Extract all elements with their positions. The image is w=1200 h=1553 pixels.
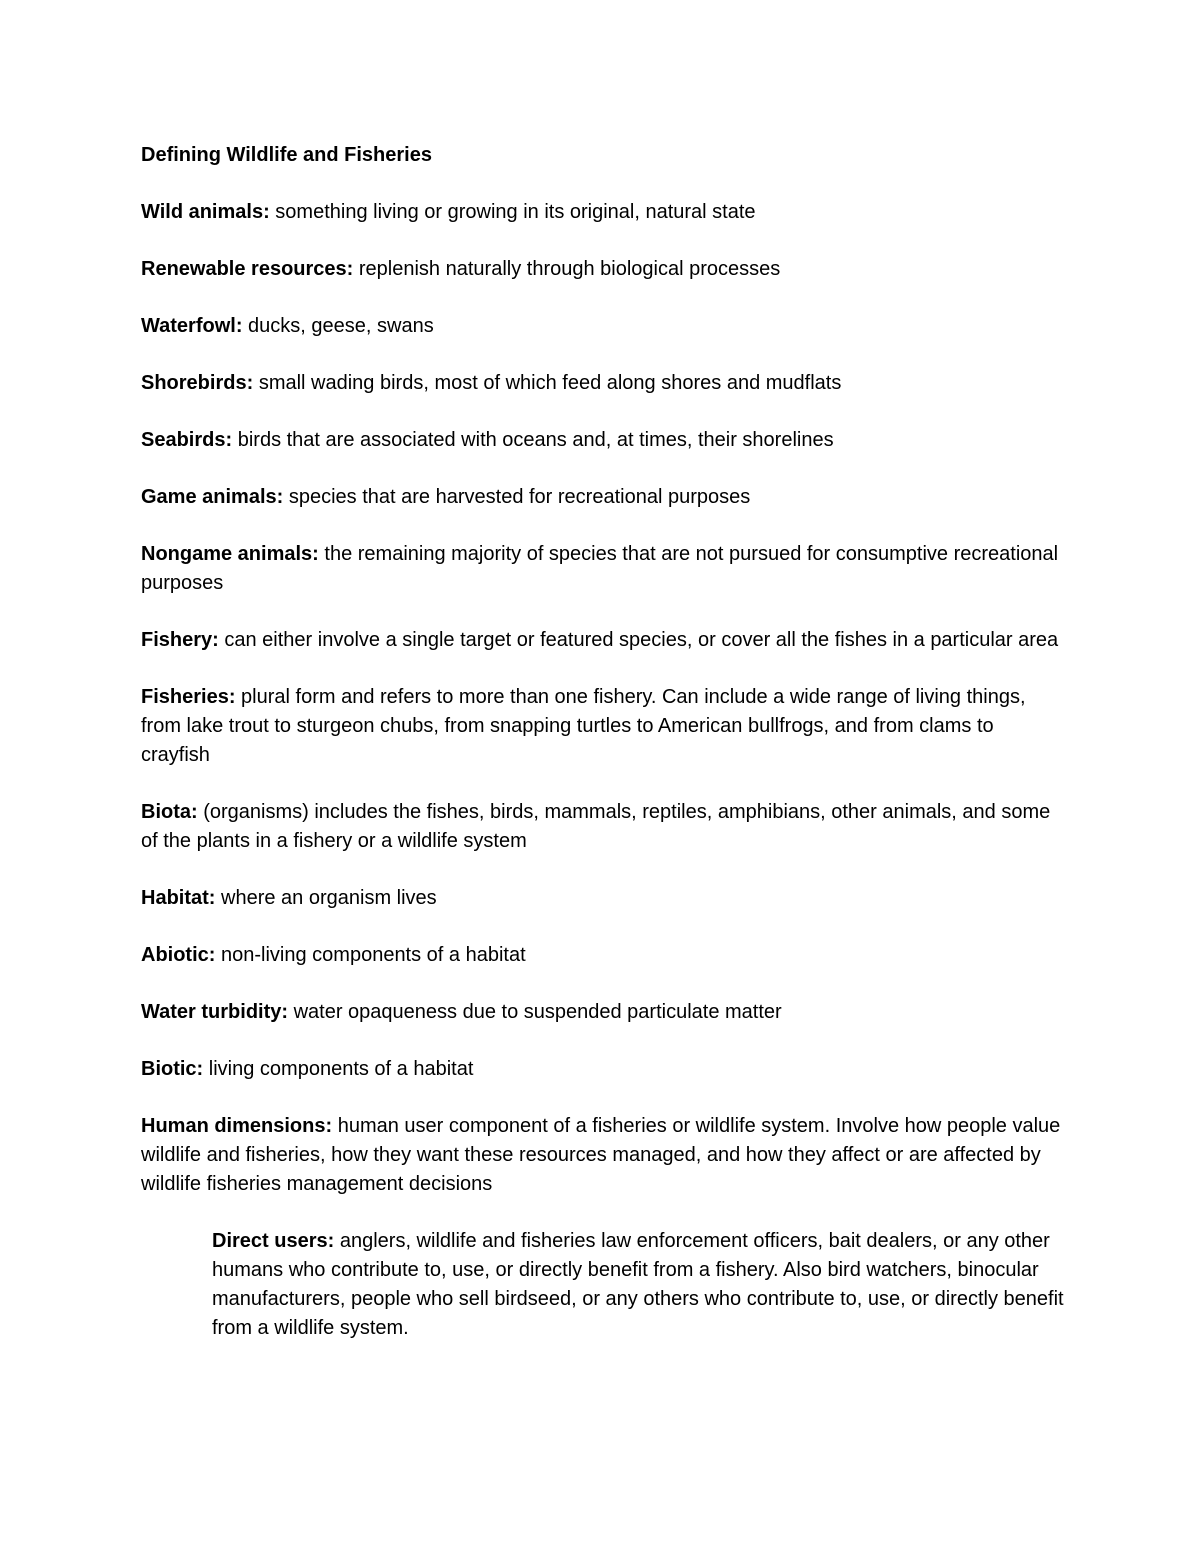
term: Seabirds: bbox=[141, 429, 233, 451]
term: Wild animals: bbox=[141, 201, 270, 223]
definition-text: living components of a habitat bbox=[208, 1058, 474, 1080]
definition-text: birds that are associated with oceans and, at times, their shorelines bbox=[237, 429, 834, 451]
definition-human-dimensions bbox=[141, 1112, 1066, 1199]
definition-text: plural form and refers to more than one fishery. Can include a wide range of living things, from lake trout to sturgeon chubs, from snapping turtles to American bullfrogs, and from clams to crayfish bbox=[141, 686, 1026, 766]
term: Game animals: bbox=[141, 486, 284, 508]
term: Waterfowl: bbox=[141, 315, 243, 337]
definition-renewable-resources bbox=[141, 255, 1066, 284]
definition-text: water opaqueness due to suspended particulate matter bbox=[293, 1001, 782, 1023]
definition-habitat bbox=[141, 884, 1066, 913]
definition-text: (organisms) includes the fishes, birds, mammals, reptiles, amphibians, other animals, and some of the plants in a fishery or a wildlife system bbox=[141, 801, 1051, 852]
definition-text: species that are harvested for recreational purposes bbox=[288, 486, 751, 508]
document-body bbox=[141, 141, 1066, 1371]
definition-biota bbox=[141, 798, 1066, 856]
definition-text: non-living components of a habitat bbox=[221, 944, 526, 966]
definition-text: small wading birds, most of which feed along shores and mudflats bbox=[258, 372, 842, 394]
term: Biota: bbox=[141, 801, 198, 823]
definition-wild-animals bbox=[141, 198, 1066, 227]
term: Habitat: bbox=[141, 887, 216, 909]
term: Direct users: bbox=[212, 1230, 335, 1252]
definition-text: can either involve a single target or featured species, or cover all the fishes in a particular area bbox=[224, 629, 1059, 651]
definition-text: human user component of a fisheries or wildlife system. Involve how people value wildlife and fisheries, how they want these resources managed, and how they affect or are affected by wildlife fisheries management decisions bbox=[141, 1115, 1061, 1195]
term: Water turbidity: bbox=[141, 1001, 289, 1023]
definition-abiotic bbox=[141, 941, 1066, 970]
definition-text: something living or growing in its original, natural state bbox=[275, 201, 756, 223]
definition-direct-users bbox=[212, 1227, 1066, 1343]
term: Human dimensions: bbox=[141, 1115, 333, 1137]
definition-text: ducks, geese, swans bbox=[248, 315, 434, 337]
definition-fisheries bbox=[141, 683, 1066, 770]
term: Shorebirds: bbox=[141, 372, 254, 394]
document-title: Defining Wildlife and Fisheries bbox=[141, 144, 432, 166]
definition-text: the remaining majority of species that are not pursued for consumptive recreational purposes bbox=[141, 543, 1059, 594]
definition-seabirds bbox=[141, 426, 1066, 455]
term: Biotic: bbox=[141, 1058, 204, 1080]
definition-text: anglers, wildlife and fisheries law enforcement officers, bait dealers, or any other humans who contribute to, use, or directly benefit from a fishery. Also bird watchers, binocular manufacturers, people who sell birdseed, or any others who contribute to, use, or directly benefit from a wildlife system. bbox=[212, 1230, 1064, 1339]
definition-nongame-animals bbox=[141, 540, 1066, 598]
term: Abiotic: bbox=[141, 944, 216, 966]
term: Fisheries: bbox=[141, 686, 236, 708]
definition-text: where an organism lives bbox=[221, 887, 437, 909]
term: Nongame animals: bbox=[141, 543, 319, 565]
definition-text: replenish naturally through biological processes bbox=[358, 258, 781, 280]
term: Renewable resources: bbox=[141, 258, 354, 280]
definition-fishery bbox=[141, 626, 1066, 655]
definition-game-animals bbox=[141, 483, 1066, 512]
term: Fishery: bbox=[141, 629, 219, 651]
definition-water-turbidity bbox=[141, 998, 1066, 1027]
definition-biotic bbox=[141, 1055, 1066, 1084]
definition-waterfowl bbox=[141, 312, 1066, 341]
definition-shorebirds bbox=[141, 369, 1066, 398]
